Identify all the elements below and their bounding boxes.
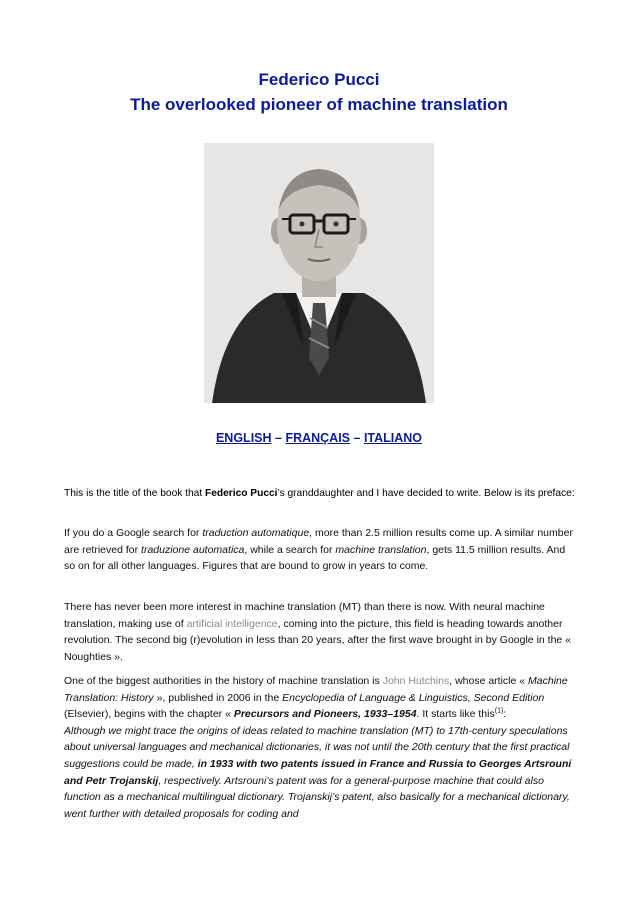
- text: . It starts like this: [416, 708, 495, 721]
- separator: –: [350, 431, 364, 445]
- link-french[interactable]: FRANÇAIS: [285, 431, 351, 445]
- separator: –: [271, 431, 286, 445]
- link-artificial-intelligence[interactable]: artificial intelligence: [186, 617, 278, 630]
- link-english[interactable]: ENGLISH: [215, 431, 272, 445]
- text: , whose article «: [449, 675, 529, 687]
- paragraph-3: [64, 673, 578, 822]
- bold-italic-title: Precursors and Pioneers, 1933–1954: [233, 708, 417, 721]
- title-subtitle: The overlooked pioneer of machine translation: [130, 95, 508, 114]
- paragraph-2: [64, 599, 578, 665]
- text: If you do a Google search for: [64, 527, 203, 539]
- text: , gets 11.5 million results. And so on for all other languages. Figures that are bound to grow in years to come.: [64, 543, 566, 573]
- preface-text: This is the title of the book that: [64, 488, 206, 499]
- preface-text: ’s granddaughter and I have decided to write. Below is its preface:: [277, 488, 575, 499]
- text: », published in 2006 in the: [153, 691, 283, 704]
- footnote-ref[interactable]: (1): [494, 707, 504, 715]
- text: , more than 2.5 million results come up. A similar number are retrieved for: [64, 527, 573, 556]
- language-links: [0, 431, 638, 445]
- text: , while a search for: [244, 543, 336, 556]
- text: One of the biggest authorities in the history of machine translation is: [64, 675, 383, 687]
- portrait-photo: [204, 143, 434, 403]
- portrait-image: [204, 143, 434, 403]
- title-name: Federico Pucci: [258, 70, 380, 89]
- preface-intro: [64, 486, 576, 501]
- italic-title: Machine Translation: History: [64, 675, 568, 704]
- block-quote: [64, 725, 571, 820]
- link-italian[interactable]: ITALIANO: [363, 431, 423, 445]
- italic-term: traduction automatique: [202, 527, 310, 539]
- italic-title: Encyclopedia of Language & Linguistics, Second Edition: [282, 691, 545, 704]
- link-john-hutchins[interactable]: John Hutchins: [382, 675, 450, 687]
- text: :: [503, 708, 507, 721]
- italic-term: machine translation: [335, 543, 427, 556]
- text: There has never been more interest in machine translation (MT) than there is now. With neural machine translation, making use of: [64, 601, 545, 630]
- italic-term: traduzione automatica: [141, 543, 245, 556]
- quote-bold: in 1933 with two patents issued in France and Russia to Georges Artsrouni and Petr Trojanskij: [64, 757, 572, 787]
- text: , coming into the picture, this field is heading towards another revolution. The second big (r)evolution in less than 20 years, after the first wave brought in by Google in the « Noughties ».: [64, 617, 572, 663]
- preface-name: Federico Pucci: [205, 488, 278, 499]
- text: (Elsevier), begins with the chapter «: [64, 708, 234, 721]
- paragraph-1: [64, 525, 578, 575]
- quote-text: , respectively. Artsrouni’s patent was for a general-purpose machine that could also function as a mechanical multilingual dictionary. Trojanskij’s patent, also basically for a mechanical dictionary, went further with detailed proposals for coding and: [64, 774, 570, 820]
- quote-text: Although we might trace the origins of ideas related to machine translation (MT) to 17th-century speculations about universal languages and mechanical dictionaries, it was not until the 20th century that the first practical suggestions could be made,: [64, 724, 570, 770]
